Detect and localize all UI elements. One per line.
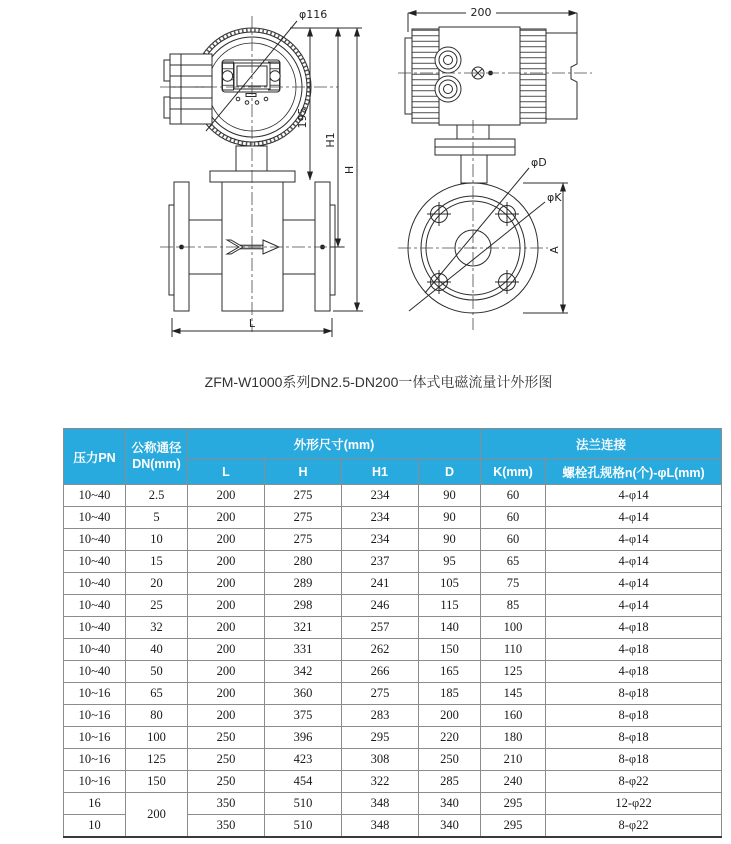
cell-d: 285: [419, 771, 481, 793]
cell-h: 342: [265, 661, 342, 683]
cell-h1: 237: [342, 551, 419, 573]
cell-k: 85: [481, 595, 546, 617]
cell-bolt: 8-φ18: [546, 705, 722, 727]
header-H: H: [265, 459, 342, 485]
cell-h: 331: [265, 639, 342, 661]
cell-h1: 241: [342, 573, 419, 595]
cell-d: 340: [419, 793, 481, 815]
table-row: [64, 705, 722, 727]
cell-bolt: 4-φ14: [546, 595, 722, 617]
cell-d: 95: [419, 551, 481, 573]
cell-h1: 295: [342, 727, 419, 749]
cell-d: 220: [419, 727, 481, 749]
cell-h: 298: [265, 595, 342, 617]
header-flange-group: 法兰连接: [481, 429, 722, 459]
cell-l: 200: [188, 639, 265, 661]
outline-drawing: [0, 0, 731, 362]
cable-gland-block: [164, 54, 212, 124]
table-row: [64, 507, 722, 529]
cell-l: 200: [188, 573, 265, 595]
cell-pn: 10~16: [64, 705, 126, 727]
cell-h: 280: [265, 551, 342, 573]
cell-d: 200: [419, 705, 481, 727]
header-K: K(mm): [481, 459, 546, 485]
cell-pn: 10~40: [64, 507, 126, 529]
cell-pn: 10~40: [64, 661, 126, 683]
cell-h1: 266: [342, 661, 419, 683]
cell-h: 321: [265, 617, 342, 639]
cell-l: 350: [188, 815, 265, 838]
cell-dn: 15: [126, 551, 188, 573]
cell-bolt: 8-φ18: [546, 749, 722, 771]
figure-caption: ZFM-W1000系列DN2.5-DN200一体式电磁流量计外形图: [204, 374, 553, 390]
cell-dn: 20: [126, 573, 188, 595]
cell-bolt: 4-φ18: [546, 661, 722, 683]
header-dn: [126, 429, 188, 485]
cell-d: 250: [419, 749, 481, 771]
cell-l: 200: [188, 595, 265, 617]
cell-h: 275: [265, 529, 342, 551]
cell-bolt: 4-φ14: [546, 573, 722, 595]
dim-label-H: H: [343, 165, 356, 175]
dim-label-195: 195: [296, 107, 309, 129]
table-row: [64, 771, 722, 793]
cell-dn: 150: [126, 771, 188, 793]
cell-k: 60: [481, 485, 546, 507]
cell-pn: 10~40: [64, 595, 126, 617]
cell-h1: 308: [342, 749, 419, 771]
cell-k: 65: [481, 551, 546, 573]
cell-k: 295: [481, 815, 546, 838]
dim-label-phi116: φ116: [299, 8, 328, 21]
cell-h: 510: [265, 815, 342, 838]
table-row: [64, 749, 722, 771]
cell-dn: 80: [126, 705, 188, 727]
cell-l: 250: [188, 771, 265, 793]
cell-d: 90: [419, 485, 481, 507]
cell-h: 360: [265, 683, 342, 705]
table-row: [64, 573, 722, 595]
dim-label-phiD: φD: [531, 156, 547, 169]
cell-dn: 10: [126, 529, 188, 551]
cell-pn: 16: [64, 793, 126, 815]
header-H1: H1: [342, 459, 419, 485]
cell-l: 250: [188, 749, 265, 771]
flowmeter-outline-svg: [0, 0, 731, 362]
cell-k: 75: [481, 573, 546, 595]
table-row: [64, 727, 722, 749]
cell-k: 110: [481, 639, 546, 661]
cell-h1: 234: [342, 485, 419, 507]
table-row: [64, 595, 722, 617]
header-dims-group: 外形尺寸(mm): [188, 429, 481, 459]
cell-d: 115: [419, 595, 481, 617]
cell-h: 510: [265, 793, 342, 815]
cell-l: 200: [188, 661, 265, 683]
cell-h: 396: [265, 727, 342, 749]
header-dn-line2: DN(mm): [132, 456, 181, 471]
cell-k: 210: [481, 749, 546, 771]
cell-dn: 2.5: [126, 485, 188, 507]
front-view: [160, 16, 363, 337]
cell-l: 200: [188, 529, 265, 551]
cell-bolt: 8-φ18: [546, 727, 722, 749]
table-row: [64, 793, 722, 815]
header-pressure: 压力PN: [64, 429, 126, 485]
cell-dn: 40: [126, 639, 188, 661]
cell-dn: 200: [126, 793, 188, 838]
cell-pn: 10~16: [64, 727, 126, 749]
cell-bolt: 4-φ18: [546, 617, 722, 639]
cell-pn: 10~40: [64, 639, 126, 661]
header-D: D: [419, 459, 481, 485]
cell-pn: 10~16: [64, 683, 126, 705]
cell-dn: 125: [126, 749, 188, 771]
cell-l: 200: [188, 705, 265, 727]
cell-k: 145: [481, 683, 546, 705]
header-dn-line1: 公称通径: [131, 440, 182, 455]
cell-l: 200: [188, 617, 265, 639]
cell-bolt: 12-φ22: [546, 793, 722, 815]
dim-label-phiK: φK: [547, 191, 562, 204]
cell-h: 289: [265, 573, 342, 595]
cell-pn: 10~40: [64, 573, 126, 595]
cell-l: 200: [188, 507, 265, 529]
cell-k: 295: [481, 793, 546, 815]
cell-h: 454: [265, 771, 342, 793]
cell-h1: 262: [342, 639, 419, 661]
cell-h1: 234: [342, 507, 419, 529]
cell-k: 240: [481, 771, 546, 793]
cell-pn: 10: [64, 815, 126, 838]
table-row: [64, 485, 722, 507]
cell-d: 90: [419, 529, 481, 551]
cell-pn: 10~40: [64, 617, 126, 639]
cell-bolt: 4-φ14: [546, 485, 722, 507]
cell-bolt: 8-φ22: [546, 771, 722, 793]
cell-k: 60: [481, 507, 546, 529]
cell-dn: 32: [126, 617, 188, 639]
cell-h1: 246: [342, 595, 419, 617]
cell-k: 125: [481, 661, 546, 683]
cell-l: 200: [188, 485, 265, 507]
cell-h1: 234: [342, 529, 419, 551]
cell-l: 200: [188, 551, 265, 573]
cell-d: 340: [419, 815, 481, 838]
cell-bolt: 4-φ14: [546, 551, 722, 573]
cell-k: 180: [481, 727, 546, 749]
cell-h1: 348: [342, 815, 419, 838]
cell-dn: 5: [126, 507, 188, 529]
cell-k: 60: [481, 529, 546, 551]
cell-dn: 25: [126, 595, 188, 617]
cell-l: 350: [188, 793, 265, 815]
cell-h1: 283: [342, 705, 419, 727]
cell-bolt: 4-φ14: [546, 507, 722, 529]
cell-d: 105: [419, 573, 481, 595]
cell-k: 100: [481, 617, 546, 639]
cell-dn: 50: [126, 661, 188, 683]
table-row: [64, 639, 722, 661]
cell-h: 275: [265, 485, 342, 507]
dim-label-H1: H1: [324, 132, 337, 148]
dim-label-200: 200: [470, 6, 492, 19]
cell-dn: 100: [126, 727, 188, 749]
cell-pn: 10~40: [64, 485, 126, 507]
cell-l: 200: [188, 683, 265, 705]
cell-d: 150: [419, 639, 481, 661]
cell-h: 423: [265, 749, 342, 771]
cell-bolt: 8-φ18: [546, 683, 722, 705]
cell-pn: 10~40: [64, 529, 126, 551]
cell-d: 140: [419, 617, 481, 639]
cell-d: 165: [419, 661, 481, 683]
table-row: [64, 529, 722, 551]
dim-label-A: A: [548, 246, 561, 254]
table-row: [64, 551, 722, 573]
cell-h: 275: [265, 507, 342, 529]
table-row: [64, 683, 722, 705]
header-bolt-spec: 螺栓孔规格n(个)-φL(mm): [546, 459, 722, 485]
dim-label-L: L: [248, 317, 256, 330]
cell-d: 90: [419, 507, 481, 529]
cell-d: 185: [419, 683, 481, 705]
cell-bolt: 8-φ22: [546, 815, 722, 838]
side-view: [398, 13, 592, 330]
cell-bolt: 4-φ14: [546, 529, 722, 551]
spec-table-header: [64, 429, 722, 485]
table-row: [64, 661, 722, 683]
cell-l: 250: [188, 727, 265, 749]
cell-dn: 65: [126, 683, 188, 705]
spec-table: [63, 428, 722, 838]
cell-pn: 10~40: [64, 551, 126, 573]
cell-k: 160: [481, 705, 546, 727]
cell-h1: 322: [342, 771, 419, 793]
cell-h1: 275: [342, 683, 419, 705]
display-assembly: [222, 60, 280, 104]
cell-h1: 348: [342, 793, 419, 815]
cell-h1: 257: [342, 617, 419, 639]
cell-pn: 10~16: [64, 771, 126, 793]
header-L: L: [188, 459, 265, 485]
cell-h: 375: [265, 705, 342, 727]
table-body: [64, 485, 722, 838]
cell-bolt: 4-φ18: [546, 639, 722, 661]
cell-pn: 10~16: [64, 749, 126, 771]
table-row: [64, 617, 722, 639]
